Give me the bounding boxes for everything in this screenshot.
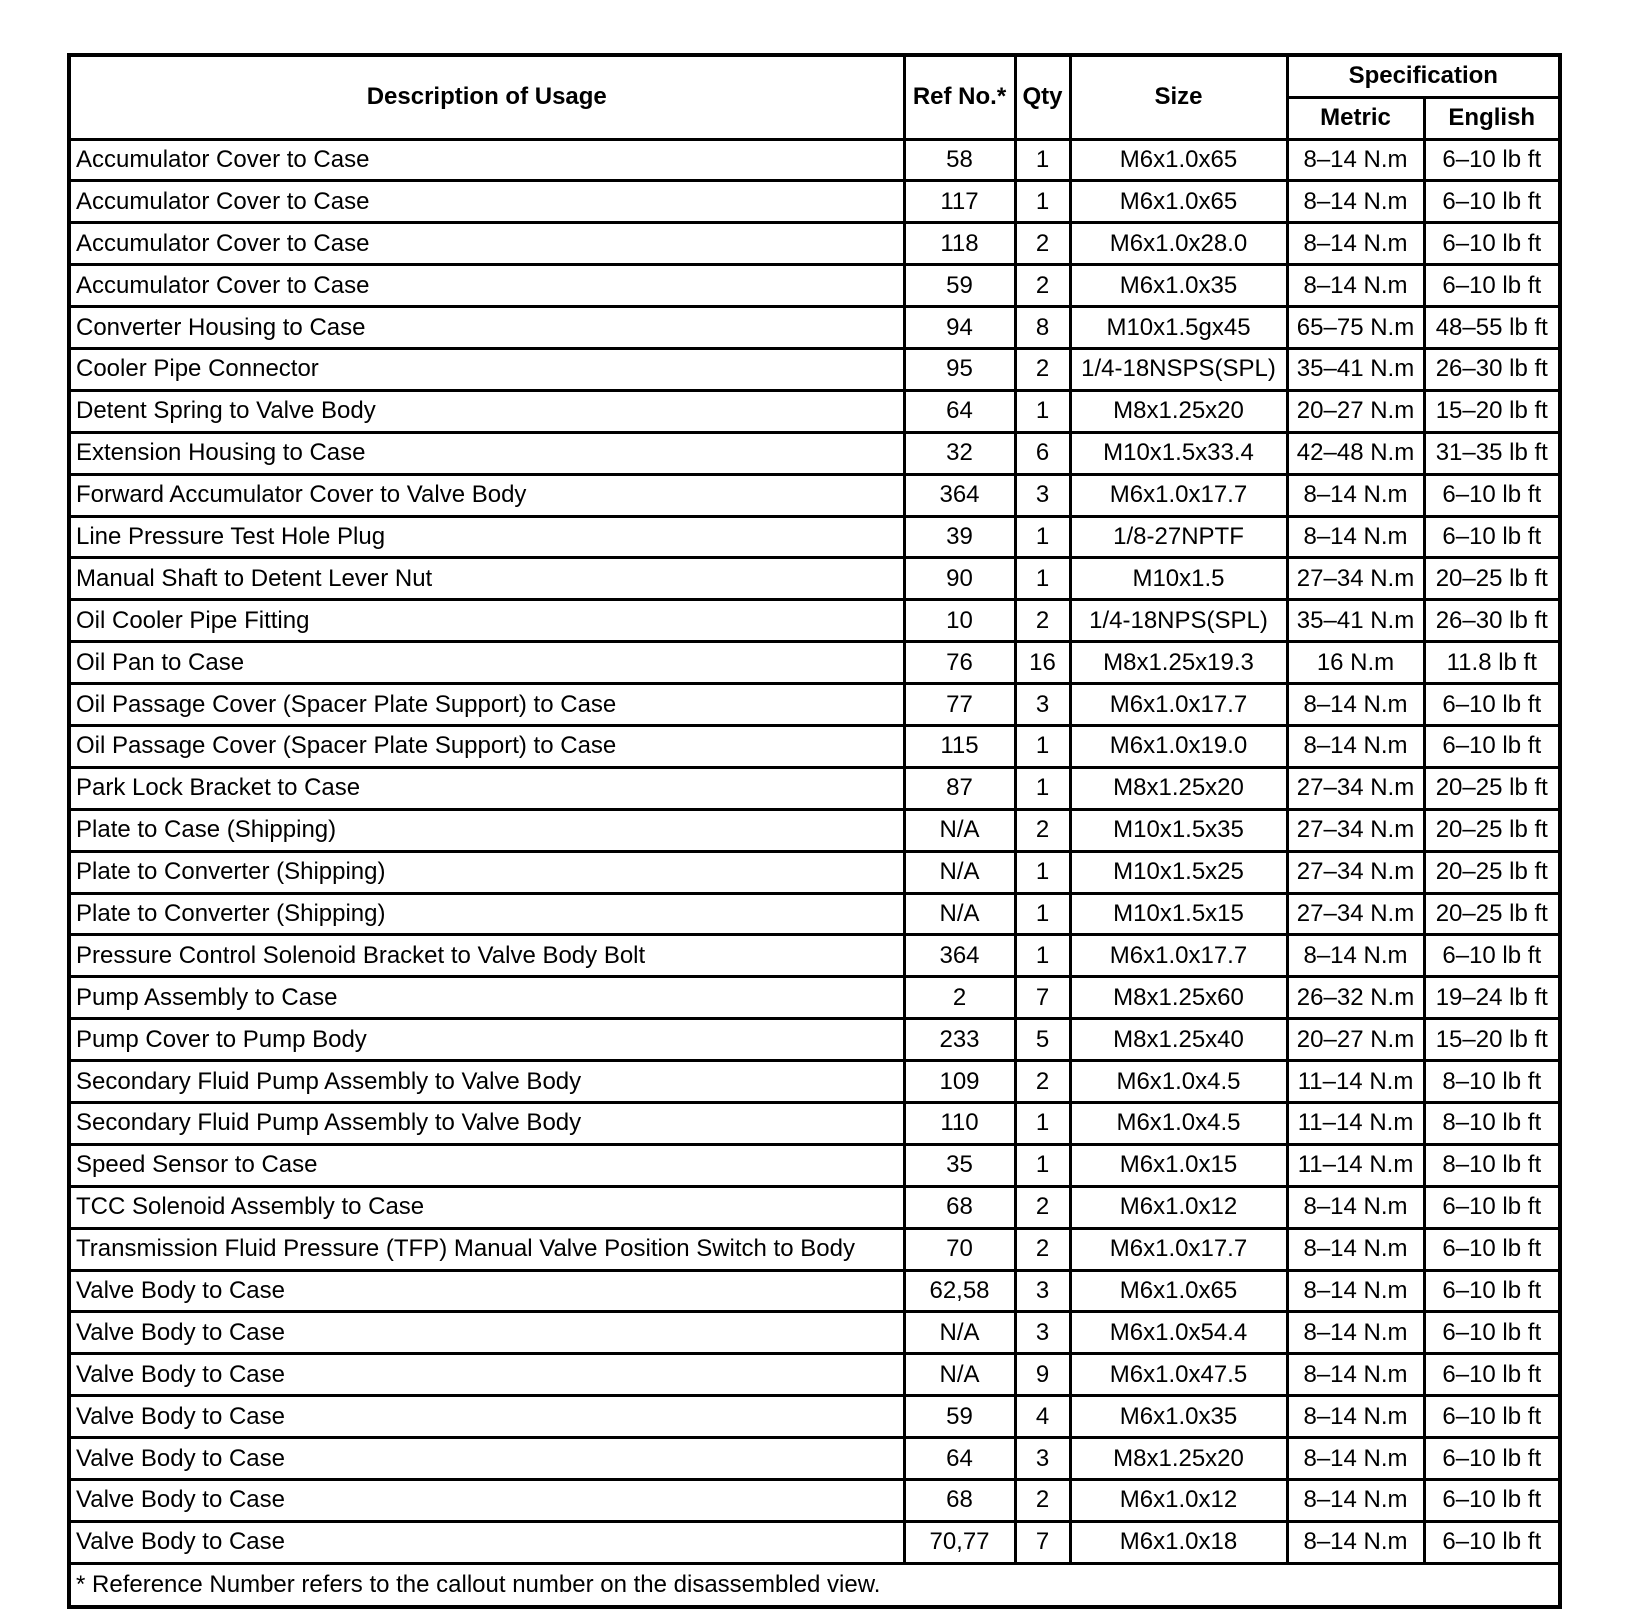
table-row xyxy=(69,474,1560,516)
cell-metric: 20–27 N.m xyxy=(1287,1019,1424,1061)
cell-ref-no: 94 xyxy=(904,307,1015,349)
cell-size: M6x1.0x28.0 xyxy=(1070,223,1287,265)
cell-size: M6x1.0x4.5 xyxy=(1070,1102,1287,1144)
cell-size: M10x1.5x33.4 xyxy=(1070,432,1287,474)
cell-ref-no: 10 xyxy=(904,600,1015,642)
table-header xyxy=(69,55,1560,139)
header-size: Size xyxy=(1070,55,1287,139)
cell-description: Accumulator Cover to Case xyxy=(69,139,904,181)
cell-ref-no: 2 xyxy=(904,977,1015,1019)
cell-size: 1/8-27NPTF xyxy=(1070,516,1287,558)
table-row xyxy=(69,1228,1560,1270)
cell-metric: 20–27 N.m xyxy=(1287,390,1424,432)
cell-metric: 8–14 N.m xyxy=(1287,935,1424,977)
table-row xyxy=(69,642,1560,684)
cell-description: Secondary Fluid Pump Assembly to Valve Body xyxy=(69,1061,904,1103)
cell-qty: 1 xyxy=(1015,390,1070,432)
table-row xyxy=(69,265,1560,307)
cell-english: 6–10 lb ft xyxy=(1424,516,1560,558)
cell-size: M10x1.5x25 xyxy=(1070,851,1287,893)
cell-english: 6–10 lb ft xyxy=(1424,474,1560,516)
table-row xyxy=(69,348,1560,390)
cell-metric: 26–32 N.m xyxy=(1287,977,1424,1019)
cell-size: M6x1.0x17.7 xyxy=(1070,935,1287,977)
cell-ref-no: 35 xyxy=(904,1144,1015,1186)
cell-ref-no: 95 xyxy=(904,348,1015,390)
table-row xyxy=(69,1396,1560,1438)
table-row xyxy=(69,558,1560,600)
cell-qty: 3 xyxy=(1015,684,1070,726)
header-metric: Metric xyxy=(1287,97,1424,139)
cell-size: M6x1.0x15 xyxy=(1070,1144,1287,1186)
cell-english: 6–10 lb ft xyxy=(1424,139,1560,181)
cell-english: 6–10 lb ft xyxy=(1424,1354,1560,1396)
cell-description: Secondary Fluid Pump Assembly to Valve Body xyxy=(69,1102,904,1144)
table-row xyxy=(69,725,1560,767)
table-row xyxy=(69,1438,1560,1480)
cell-ref-no: 364 xyxy=(904,935,1015,977)
cell-english: 6–10 lb ft xyxy=(1424,181,1560,223)
cell-metric: 8–14 N.m xyxy=(1287,1312,1424,1354)
table-row xyxy=(69,516,1560,558)
cell-metric: 35–41 N.m xyxy=(1287,348,1424,390)
cell-metric: 8–14 N.m xyxy=(1287,1354,1424,1396)
cell-qty: 3 xyxy=(1015,1312,1070,1354)
cell-description: Valve Body to Case xyxy=(69,1354,904,1396)
cell-size: M8x1.25x60 xyxy=(1070,977,1287,1019)
cell-description: Plate to Case (Shipping) xyxy=(69,809,904,851)
cell-english: 8–10 lb ft xyxy=(1424,1102,1560,1144)
cell-size: M6x1.0x17.7 xyxy=(1070,474,1287,516)
cell-qty: 2 xyxy=(1015,600,1070,642)
cell-metric: 11–14 N.m xyxy=(1287,1144,1424,1186)
header-description: Description of Usage xyxy=(69,55,904,139)
cell-ref-no: 90 xyxy=(904,558,1015,600)
cell-english: 6–10 lb ft xyxy=(1424,935,1560,977)
header-specification: Specification xyxy=(1287,55,1560,97)
cell-metric: 42–48 N.m xyxy=(1287,432,1424,474)
cell-metric: 11–14 N.m xyxy=(1287,1102,1424,1144)
cell-size: M10x1.5gx45 xyxy=(1070,307,1287,349)
cell-metric: 8–14 N.m xyxy=(1287,139,1424,181)
cell-description: Oil Passage Cover (Spacer Plate Support) to Case xyxy=(69,725,904,767)
table-row xyxy=(69,181,1560,223)
cell-qty: 8 xyxy=(1015,307,1070,349)
cell-metric: 8–14 N.m xyxy=(1287,181,1424,223)
cell-size: M6x1.0x35 xyxy=(1070,1396,1287,1438)
cell-english: 26–30 lb ft xyxy=(1424,348,1560,390)
cell-english: 31–35 lb ft xyxy=(1424,432,1560,474)
table-row xyxy=(69,1019,1560,1061)
cell-ref-no: 58 xyxy=(904,139,1015,181)
cell-qty: 7 xyxy=(1015,1521,1070,1563)
cell-size: M6x1.0x18 xyxy=(1070,1521,1287,1563)
cell-metric: 8–14 N.m xyxy=(1287,1396,1424,1438)
cell-metric: 8–14 N.m xyxy=(1287,1228,1424,1270)
cell-ref-no: 68 xyxy=(904,1480,1015,1522)
cell-size: M6x1.0x12 xyxy=(1070,1186,1287,1228)
cell-description: Pressure Control Solenoid Bracket to Valve Body Bolt xyxy=(69,935,904,977)
cell-ref-no: 109 xyxy=(904,1061,1015,1103)
header-ref-no: Ref No.* xyxy=(904,55,1015,139)
table-row xyxy=(69,935,1560,977)
cell-english: 26–30 lb ft xyxy=(1424,600,1560,642)
cell-description: Valve Body to Case xyxy=(69,1521,904,1563)
cell-ref-no: 77 xyxy=(904,684,1015,726)
cell-metric: 8–14 N.m xyxy=(1287,1438,1424,1480)
cell-metric: 8–14 N.m xyxy=(1287,1480,1424,1522)
cell-qty: 1 xyxy=(1015,1102,1070,1144)
cell-ref-no: 39 xyxy=(904,516,1015,558)
cell-size: M6x1.0x35 xyxy=(1070,265,1287,307)
cell-description: Accumulator Cover to Case xyxy=(69,223,904,265)
cell-size: M6x1.0x54.4 xyxy=(1070,1312,1287,1354)
cell-qty: 1 xyxy=(1015,893,1070,935)
cell-description: Plate to Converter (Shipping) xyxy=(69,893,904,935)
table-row xyxy=(69,1061,1560,1103)
cell-qty: 1 xyxy=(1015,851,1070,893)
cell-qty: 1 xyxy=(1015,516,1070,558)
cell-english: 6–10 lb ft xyxy=(1424,1438,1560,1480)
cell-qty: 3 xyxy=(1015,1438,1070,1480)
cell-qty: 1 xyxy=(1015,725,1070,767)
cell-size: M6x1.0x65 xyxy=(1070,181,1287,223)
cell-qty: 1 xyxy=(1015,139,1070,181)
cell-metric: 16 N.m xyxy=(1287,642,1424,684)
cell-metric: 8–14 N.m xyxy=(1287,725,1424,767)
table-row xyxy=(69,432,1560,474)
cell-size: M8x1.25x19.3 xyxy=(1070,642,1287,684)
cell-description: Valve Body to Case xyxy=(69,1312,904,1354)
cell-qty: 1 xyxy=(1015,558,1070,600)
cell-english: 11.8 lb ft xyxy=(1424,642,1560,684)
cell-ref-no: 115 xyxy=(904,725,1015,767)
cell-qty: 2 xyxy=(1015,1186,1070,1228)
cell-description: Oil Pan to Case xyxy=(69,642,904,684)
cell-english: 6–10 lb ft xyxy=(1424,684,1560,726)
cell-ref-no: N/A xyxy=(904,893,1015,935)
cell-ref-no: 68 xyxy=(904,1186,1015,1228)
cell-description: Extension Housing to Case xyxy=(69,432,904,474)
cell-english: 20–25 lb ft xyxy=(1424,893,1560,935)
cell-metric: 8–14 N.m xyxy=(1287,265,1424,307)
cell-ref-no: 59 xyxy=(904,265,1015,307)
cell-qty: 2 xyxy=(1015,223,1070,265)
cell-size: M6x1.0x47.5 xyxy=(1070,1354,1287,1396)
cell-description: Oil Cooler Pipe Fitting xyxy=(69,600,904,642)
cell-qty: 2 xyxy=(1015,348,1070,390)
cell-metric: 8–14 N.m xyxy=(1287,223,1424,265)
cell-english: 6–10 lb ft xyxy=(1424,1521,1560,1563)
cell-metric: 8–14 N.m xyxy=(1287,1521,1424,1563)
cell-description: Converter Housing to Case xyxy=(69,307,904,349)
cell-english: 6–10 lb ft xyxy=(1424,1312,1560,1354)
cell-size: M6x1.0x17.7 xyxy=(1070,1228,1287,1270)
cell-ref-no: 110 xyxy=(904,1102,1015,1144)
cell-size: M6x1.0x19.0 xyxy=(1070,725,1287,767)
cell-description: Valve Body to Case xyxy=(69,1480,904,1522)
cell-description: Plate to Converter (Shipping) xyxy=(69,851,904,893)
table-row xyxy=(69,307,1560,349)
cell-ref-no: N/A xyxy=(904,1312,1015,1354)
cell-metric: 27–34 N.m xyxy=(1287,893,1424,935)
cell-english: 15–20 lb ft xyxy=(1424,390,1560,432)
cell-ref-no: 59 xyxy=(904,1396,1015,1438)
cell-qty: 2 xyxy=(1015,809,1070,851)
table-row xyxy=(69,1186,1560,1228)
cell-ref-no: 118 xyxy=(904,223,1015,265)
cell-ref-no: N/A xyxy=(904,851,1015,893)
cell-ref-no: 64 xyxy=(904,1438,1015,1480)
cell-size: M6x1.0x12 xyxy=(1070,1480,1287,1522)
cell-size: M6x1.0x65 xyxy=(1070,1270,1287,1312)
table-body xyxy=(69,139,1560,1563)
cell-english: 6–10 lb ft xyxy=(1424,265,1560,307)
cell-metric: 8–14 N.m xyxy=(1287,1186,1424,1228)
table-row xyxy=(69,809,1560,851)
cell-size: M8x1.25x20 xyxy=(1070,1438,1287,1480)
cell-metric: 27–34 N.m xyxy=(1287,851,1424,893)
cell-description: Manual Shaft to Detent Lever Nut xyxy=(69,558,904,600)
cell-size: M8x1.25x20 xyxy=(1070,767,1287,809)
table-row xyxy=(69,390,1560,432)
cell-qty: 1 xyxy=(1015,767,1070,809)
cell-description: Line Pressure Test Hole Plug xyxy=(69,516,904,558)
cell-qty: 6 xyxy=(1015,432,1070,474)
footnote: * Reference Number refers to the callout number on the disassembled view. xyxy=(69,1563,1560,1607)
cell-size: M10x1.5x35 xyxy=(1070,809,1287,851)
cell-english: 6–10 lb ft xyxy=(1424,1270,1560,1312)
cell-size: 1/4-18NSPS(SPL) xyxy=(1070,348,1287,390)
cell-english: 6–10 lb ft xyxy=(1424,223,1560,265)
cell-qty: 9 xyxy=(1015,1354,1070,1396)
cell-english: 8–10 lb ft xyxy=(1424,1061,1560,1103)
cell-ref-no: 62,58 xyxy=(904,1270,1015,1312)
cell-ref-no: N/A xyxy=(904,809,1015,851)
cell-ref-no: 117 xyxy=(904,181,1015,223)
cell-description: Speed Sensor to Case xyxy=(69,1144,904,1186)
cell-ref-no: 233 xyxy=(904,1019,1015,1061)
cell-ref-no: 76 xyxy=(904,642,1015,684)
cell-ref-no: 70,77 xyxy=(904,1521,1015,1563)
cell-english: 6–10 lb ft xyxy=(1424,1228,1560,1270)
header-qty: Qty xyxy=(1015,55,1070,139)
cell-ref-no: 364 xyxy=(904,474,1015,516)
cell-description: Valve Body to Case xyxy=(69,1438,904,1480)
table-row xyxy=(69,1521,1560,1563)
cell-description: TCC Solenoid Assembly to Case xyxy=(69,1186,904,1228)
cell-english: 20–25 lb ft xyxy=(1424,767,1560,809)
table-row xyxy=(69,600,1560,642)
cell-metric: 8–14 N.m xyxy=(1287,474,1424,516)
cell-description: Detent Spring to Valve Body xyxy=(69,390,904,432)
cell-english: 6–10 lb ft xyxy=(1424,1480,1560,1522)
cell-metric: 35–41 N.m xyxy=(1287,600,1424,642)
cell-description: Accumulator Cover to Case xyxy=(69,181,904,223)
cell-metric: 65–75 N.m xyxy=(1287,307,1424,349)
table-row xyxy=(69,1102,1560,1144)
table-row xyxy=(69,767,1560,809)
cell-size: M10x1.5 xyxy=(1070,558,1287,600)
cell-metric: 27–34 N.m xyxy=(1287,809,1424,851)
cell-english: 6–10 lb ft xyxy=(1424,725,1560,767)
cell-size: M6x1.0x4.5 xyxy=(1070,1061,1287,1103)
cell-english: 20–25 lb ft xyxy=(1424,851,1560,893)
cell-size: M8x1.25x20 xyxy=(1070,390,1287,432)
cell-description: Transmission Fluid Pressure (TFP) Manual Valve Position Switch to Body xyxy=(69,1228,904,1270)
cell-size: M8x1.25x40 xyxy=(1070,1019,1287,1061)
header-english: English xyxy=(1424,97,1560,139)
cell-qty: 3 xyxy=(1015,1270,1070,1312)
cell-english: 19–24 lb ft xyxy=(1424,977,1560,1019)
table-row xyxy=(69,1480,1560,1522)
cell-metric: 27–34 N.m xyxy=(1287,558,1424,600)
cell-qty: 1 xyxy=(1015,935,1070,977)
cell-english: 20–25 lb ft xyxy=(1424,809,1560,851)
cell-qty: 1 xyxy=(1015,181,1070,223)
cell-english: 15–20 lb ft xyxy=(1424,1019,1560,1061)
cell-size: M6x1.0x17.7 xyxy=(1070,684,1287,726)
cell-ref-no: N/A xyxy=(904,1354,1015,1396)
cell-qty: 5 xyxy=(1015,1019,1070,1061)
cell-size: 1/4-18NPS(SPL) xyxy=(1070,600,1287,642)
cell-description: Valve Body to Case xyxy=(69,1396,904,1438)
cell-description: Pump Cover to Pump Body xyxy=(69,1019,904,1061)
cell-description: Valve Body to Case xyxy=(69,1270,904,1312)
cell-description: Accumulator Cover to Case xyxy=(69,265,904,307)
cell-ref-no: 70 xyxy=(904,1228,1015,1270)
cell-metric: 8–14 N.m xyxy=(1287,1270,1424,1312)
cell-qty: 2 xyxy=(1015,1480,1070,1522)
cell-size: M6x1.0x65 xyxy=(1070,139,1287,181)
table-row xyxy=(69,1270,1560,1312)
cell-description: Park Lock Bracket to Case xyxy=(69,767,904,809)
cell-metric: 11–14 N.m xyxy=(1287,1061,1424,1103)
cell-description: Cooler Pipe Connector xyxy=(69,348,904,390)
cell-qty: 3 xyxy=(1015,474,1070,516)
cell-english: 20–25 lb ft xyxy=(1424,558,1560,600)
cell-description: Pump Assembly to Case xyxy=(69,977,904,1019)
cell-ref-no: 64 xyxy=(904,390,1015,432)
cell-size: M10x1.5x15 xyxy=(1070,893,1287,935)
cell-qty: 7 xyxy=(1015,977,1070,1019)
cell-metric: 8–14 N.m xyxy=(1287,684,1424,726)
table-row xyxy=(69,1312,1560,1354)
table-row xyxy=(69,851,1560,893)
cell-ref-no: 32 xyxy=(904,432,1015,474)
table-row xyxy=(69,223,1560,265)
table-row xyxy=(69,139,1560,181)
cell-description: Oil Passage Cover (Spacer Plate Support) to Case xyxy=(69,684,904,726)
table-row xyxy=(69,684,1560,726)
table-row xyxy=(69,893,1560,935)
cell-metric: 27–34 N.m xyxy=(1287,767,1424,809)
cell-qty: 2 xyxy=(1015,1228,1070,1270)
cell-qty: 1 xyxy=(1015,1144,1070,1186)
table-row xyxy=(69,977,1560,1019)
cell-english: 48–55 lb ft xyxy=(1424,307,1560,349)
cell-description: Forward Accumulator Cover to Valve Body xyxy=(69,474,904,516)
cell-english: 6–10 lb ft xyxy=(1424,1396,1560,1438)
table-row xyxy=(69,1144,1560,1186)
cell-metric: 8–14 N.m xyxy=(1287,516,1424,558)
cell-ref-no: 87 xyxy=(904,767,1015,809)
cell-qty: 16 xyxy=(1015,642,1070,684)
fastener-specification-table xyxy=(67,53,1562,1609)
cell-qty: 2 xyxy=(1015,265,1070,307)
cell-qty: 2 xyxy=(1015,1061,1070,1103)
cell-english: 6–10 lb ft xyxy=(1424,1186,1560,1228)
table-row xyxy=(69,1354,1560,1396)
cell-qty: 4 xyxy=(1015,1396,1070,1438)
cell-english: 8–10 lb ft xyxy=(1424,1144,1560,1186)
